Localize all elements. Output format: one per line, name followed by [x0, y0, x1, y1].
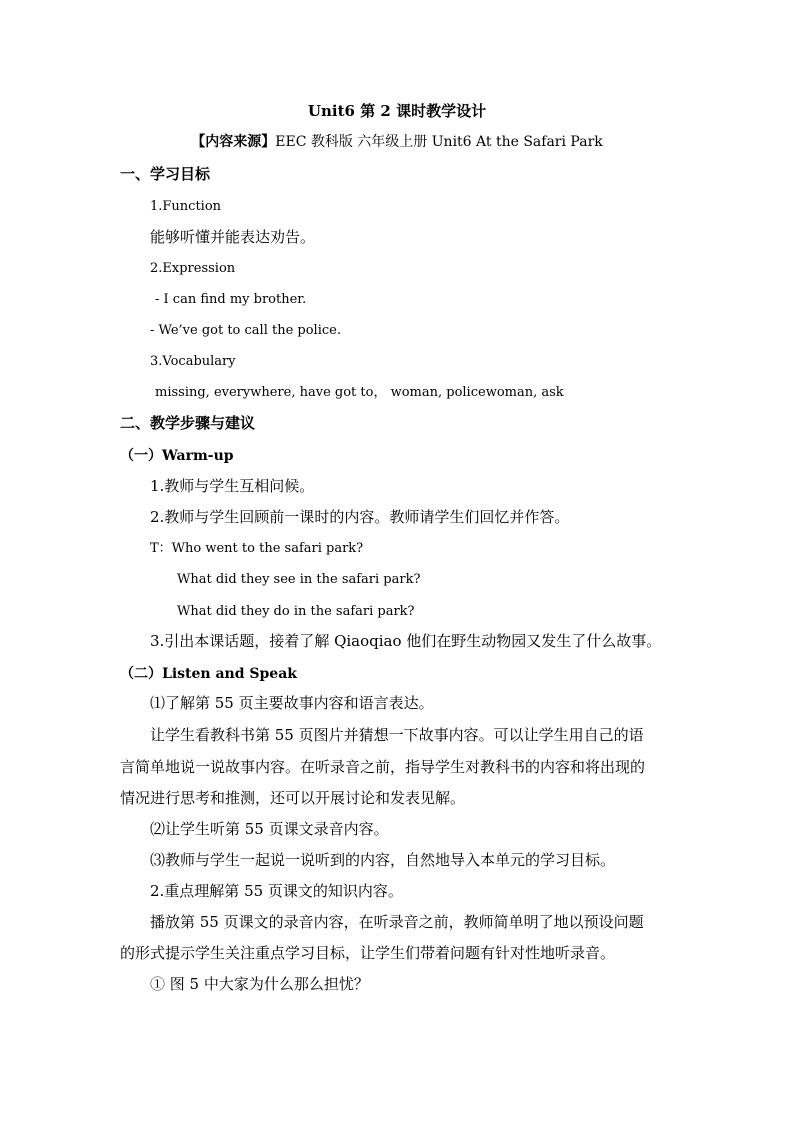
listen-paragraph-line-2: 言简单地说一说故事内容。在听录音之前，指导学生对教科书的内容和将出现的 [120, 758, 646, 776]
vocabulary-text: missing, everywhere, have got to， woman, policewoman, ask [155, 385, 564, 400]
content-source [0, 135, 794, 149]
warmup-question-2: What did they see in the safari park? [177, 572, 421, 587]
content-source-label: 【内容来源】 [191, 134, 276, 150]
listen-paragraph2-line-1: 播放第 55 页课文的录音内容，在听录音之前，教师简单明了地以预设问题 [150, 913, 644, 931]
warmup-step-2: 2.教师与学生回顾前一课时的内容。教师请学生们回忆并作答。 [150, 508, 570, 526]
content-source-text: EEC 教科版 六年级上册 Unit6 At the Safari Park [275, 134, 603, 150]
section-heading-steps: 二、教学步骤与建议 [120, 414, 256, 432]
listen-item-4: 2.重点理解第 55 页课文的知识内容。 [150, 882, 403, 900]
function-label: 1.Function [150, 199, 222, 214]
warmup-question-1: T：Who went to the safari park? [150, 541, 364, 556]
warmup-question-3: What did they do in the safari park? [177, 604, 415, 619]
subheading-warmup: （一）Warm-up [120, 448, 234, 464]
expression-line-1: - I can find my brother. [155, 292, 307, 307]
function-text: 能够听懂并能表达劝告。 [150, 228, 316, 246]
expression-label: 2.Expression [150, 261, 236, 276]
page-title: Unit6 第 2 课时教学设计 [307, 102, 487, 120]
subheading-listen-speak: （二）Listen and Speak [120, 666, 297, 682]
listen-item-3: ⑶教师与学生一起说一说听到的内容，自然地导入本单元的学习目标。 [150, 851, 616, 869]
listen-paragraph-line-1: 让学生看教科书第 55 页图片并猜想一下故事内容。可以让学生用自己的语 [150, 726, 644, 744]
expression-line-2: - We’ve got to call the police. [150, 323, 341, 338]
vocabulary-label: 3.Vocabulary [150, 354, 236, 369]
warmup-step-1: 1.教师与学生互相问候。 [150, 477, 315, 495]
listen-question-1: ① 图 5 中大家为什么那么担忧？ [150, 975, 369, 993]
section-heading-objectives: 一、学习目标 [120, 165, 211, 183]
listen-paragraph-line-3: 情况进行思考和推测，还可以开展讨论和发表见解。 [120, 789, 466, 807]
listen-paragraph2-line-2: 的形式提示学生关注重点学习目标，让学生们带着问题有针对性地听录音。 [120, 944, 616, 962]
warmup-step-3: 3.引出本课话题，接着了解 Qiaoqiao 他们在野生动物园又发生了什么故事。 [150, 632, 662, 650]
listen-item-2: ⑵让学生听第 55 页课文录音内容。 [150, 820, 389, 838]
listen-item-1: ⑴了解第 55 页主要故事内容和语言表达。 [150, 694, 434, 712]
